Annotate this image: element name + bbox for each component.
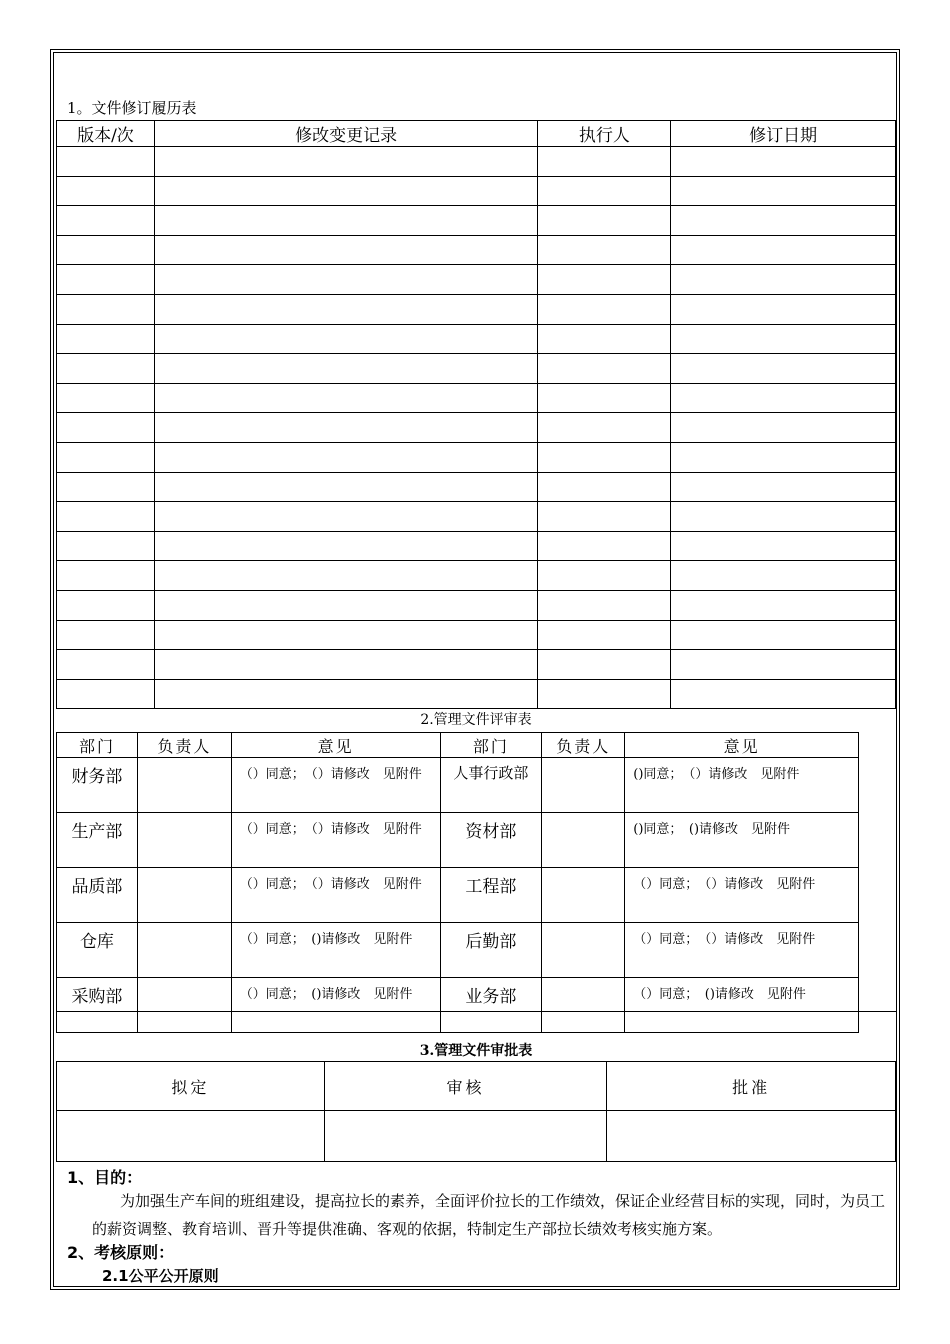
approve-sign-cell[interactable] [607, 1111, 896, 1162]
revision-cell[interactable] [671, 679, 896, 709]
revision-row [57, 294, 896, 324]
revision-cell[interactable] [671, 206, 896, 236]
revision-row [57, 235, 896, 265]
owner-cell[interactable] [137, 923, 231, 978]
draft-sign-cell[interactable] [57, 1111, 325, 1162]
revision-cell[interactable] [538, 265, 671, 295]
revision-row [57, 147, 896, 177]
approval-header-row [57, 1062, 896, 1111]
revision-header-row [57, 121, 896, 147]
revision-row [57, 176, 896, 206]
revision-cell[interactable] [57, 147, 155, 177]
review-sign-cell[interactable] [324, 1111, 607, 1162]
header-opinion-right: 意见 [625, 733, 859, 758]
opinion-cell[interactable]: （）同意； （）请修改 见附件 [231, 758, 440, 813]
owner-cell[interactable] [137, 978, 231, 1033]
header-change-record: 修改变更记录 [154, 121, 538, 147]
revision-cell[interactable] [154, 590, 538, 620]
revision-row [57, 502, 896, 532]
revision-cell[interactable] [57, 354, 155, 384]
header-revision-date: 修订日期 [671, 121, 896, 147]
revision-cell[interactable] [154, 472, 538, 502]
revision-cell[interactable] [57, 620, 155, 650]
revision-row [57, 561, 896, 591]
opinion-cell[interactable]: （）同意； （）请修改 见附件 [625, 923, 859, 978]
section1-text: 为加强生产车间的班组建设，提高拉长的素养，全面评价拉长的工作绩效，保证企业经营目标的实现，同时，为员工的薪资调整、教育培训、晋升等提供准确、客观的依据，特制定生产部拉长绩效考核实施方案。 [92, 1192, 886, 1238]
owner-cell[interactable] [542, 758, 625, 813]
header-executor: 执行人 [538, 121, 671, 147]
revision-cell[interactable] [154, 147, 538, 177]
dept-cell: 仓库 [57, 923, 138, 978]
review-row [57, 868, 859, 923]
revision-cell[interactable] [154, 383, 538, 413]
revision-cell[interactable] [671, 620, 896, 650]
divider-line [56, 1011, 896, 1012]
revision-row [57, 413, 896, 443]
review-row [57, 758, 859, 813]
revision-cell[interactable] [538, 442, 671, 472]
revision-cell[interactable] [538, 679, 671, 709]
revision-cell[interactable] [154, 176, 538, 206]
review-table-caption: 2.管理文件评审表 [420, 712, 532, 728]
revision-row [57, 383, 896, 413]
revision-cell[interactable] [538, 650, 671, 680]
revision-cell[interactable] [538, 294, 671, 324]
approval-sign-row [57, 1111, 896, 1162]
owner-cell[interactable] [542, 813, 625, 868]
opinion-cell[interactable]: ()同意； ()请修改 见附件 [625, 813, 859, 868]
revision-cell[interactable] [57, 176, 155, 206]
header-version: 版本/次 [57, 121, 155, 147]
revision-cell[interactable] [671, 650, 896, 680]
owner-cell[interactable] [542, 978, 625, 1033]
revision-cell[interactable] [57, 442, 155, 472]
revision-cell[interactable] [154, 294, 538, 324]
revision-cell[interactable] [538, 472, 671, 502]
review-row [57, 813, 859, 868]
revision-row [57, 679, 896, 709]
dept-cell: 品质部 [57, 868, 138, 923]
review-table [56, 732, 859, 1033]
revision-row [57, 324, 896, 354]
opinion-cell[interactable]: （）同意； （）请修改 见附件 [231, 813, 440, 868]
revision-cell[interactable] [154, 442, 538, 472]
revision-cell[interactable] [57, 472, 155, 502]
opinion-cell[interactable]: ()同意； （）请修改 见附件 [625, 758, 859, 813]
revision-cell[interactable] [538, 502, 671, 532]
revision-row [57, 442, 896, 472]
header-draft: 拟定 [57, 1062, 325, 1111]
revision-cell[interactable] [57, 650, 155, 680]
header-dept-right: 部门 [440, 733, 542, 758]
revision-cell[interactable] [538, 176, 671, 206]
revision-cell[interactable] [154, 206, 538, 236]
revision-cell[interactable] [671, 531, 896, 561]
header-owner-left: 负责人 [137, 733, 231, 758]
revision-cell[interactable] [57, 531, 155, 561]
revision-cell[interactable] [538, 147, 671, 177]
approval-table-caption: 3.管理文件审批表 [419, 1043, 533, 1059]
revision-cell[interactable] [671, 561, 896, 591]
opinion-cell[interactable]: （）同意； ()请修改 见附件 [625, 978, 859, 1033]
revision-cell[interactable] [538, 413, 671, 443]
revision-cell[interactable] [154, 235, 538, 265]
opinion-cell[interactable]: （）同意； （）请修改 见附件 [625, 868, 859, 923]
opinion-cell[interactable]: （）同意； ()请修改 见附件 [231, 923, 440, 978]
revision-cell[interactable] [57, 561, 155, 591]
revision-cell[interactable] [538, 590, 671, 620]
revision-cell[interactable] [538, 324, 671, 354]
revision-row [57, 472, 896, 502]
revision-cell[interactable] [57, 413, 155, 443]
revision-cell[interactable] [154, 650, 538, 680]
revision-row [57, 265, 896, 295]
revision-cell[interactable] [154, 265, 538, 295]
owner-cell[interactable] [137, 758, 231, 813]
revision-row [57, 590, 896, 620]
opinion-cell[interactable]: （）同意； （）请修改 见附件 [231, 868, 440, 923]
revision-cell[interactable] [154, 531, 538, 561]
dept-cell: 工程部 [440, 868, 542, 923]
revision-cell[interactable] [671, 235, 896, 265]
section2-title: 2、考核原则： [67, 1243, 175, 1262]
revision-cell[interactable] [671, 502, 896, 532]
revision-cell[interactable] [154, 413, 538, 443]
revision-cell[interactable] [671, 413, 896, 443]
revision-cell[interactable] [671, 383, 896, 413]
revision-cell[interactable] [57, 235, 155, 265]
review-row [57, 978, 859, 1033]
revision-cell[interactable] [671, 472, 896, 502]
header-owner-right: 负责人 [542, 733, 625, 758]
approval-table [56, 1061, 896, 1162]
revision-cell[interactable] [154, 561, 538, 591]
revision-cell[interactable] [57, 294, 155, 324]
revision-cell[interactable] [57, 502, 155, 532]
revision-cell[interactable] [57, 679, 155, 709]
header-opinion-left: 意见 [231, 733, 440, 758]
revision-cell[interactable] [57, 265, 155, 295]
revision-cell[interactable] [538, 561, 671, 591]
revision-cell[interactable] [57, 324, 155, 354]
owner-cell[interactable] [137, 868, 231, 923]
dept-cell: 采购部 [57, 978, 138, 1033]
header-dept-left: 部门 [57, 733, 138, 758]
revision-cell[interactable] [538, 354, 671, 384]
dept-cell: 财务部 [57, 758, 138, 813]
revision-cell[interactable] [671, 147, 896, 177]
revision-cell[interactable] [538, 531, 671, 561]
revision-cell[interactable] [154, 324, 538, 354]
revision-row [57, 650, 896, 680]
owner-cell[interactable] [542, 868, 625, 923]
dept-cell: 资材部 [440, 813, 542, 868]
revision-row [57, 206, 896, 236]
dept-cell: 业务部 [440, 978, 542, 1033]
header-review: 审核 [324, 1062, 607, 1111]
revision-cell[interactable] [671, 354, 896, 384]
revision-cell[interactable] [57, 590, 155, 620]
revision-cell[interactable] [154, 502, 538, 532]
section1-title: 1、目的： [67, 1168, 143, 1187]
header-approve: 批准 [607, 1062, 896, 1111]
section2-1-title: 2.1公平公开原则 [102, 1267, 219, 1285]
revision-history-table [56, 120, 896, 709]
review-header-row [57, 733, 859, 758]
revision-cell[interactable] [538, 206, 671, 236]
revision-cell[interactable] [671, 294, 896, 324]
revision-cell[interactable] [671, 265, 896, 295]
revision-cell[interactable] [57, 383, 155, 413]
revision-cell[interactable] [538, 620, 671, 650]
dept-cell: 后勤部 [440, 923, 542, 978]
dept-cell: 生产部 [57, 813, 138, 868]
revision-row [57, 620, 896, 650]
revision-cell[interactable] [57, 206, 155, 236]
revision-cell[interactable] [671, 442, 896, 472]
revision-row [57, 354, 896, 384]
dept-cell: 人事行政部 [440, 758, 542, 813]
revision-cell[interactable] [154, 679, 538, 709]
revision-cell[interactable] [671, 590, 896, 620]
owner-cell[interactable] [137, 813, 231, 868]
owner-cell[interactable] [542, 923, 625, 978]
revision-cell[interactable] [671, 324, 896, 354]
revision-cell[interactable] [154, 620, 538, 650]
revision-table-caption: 1。文件修订履历表 [67, 99, 197, 117]
revision-cell[interactable] [671, 176, 896, 206]
revision-cell[interactable] [154, 354, 538, 384]
revision-cell[interactable] [538, 383, 671, 413]
review-row [57, 923, 859, 978]
revision-cell[interactable] [538, 235, 671, 265]
opinion-cell[interactable]: （）同意； ()请修改 见附件 [231, 978, 440, 1033]
revision-row [57, 531, 896, 561]
